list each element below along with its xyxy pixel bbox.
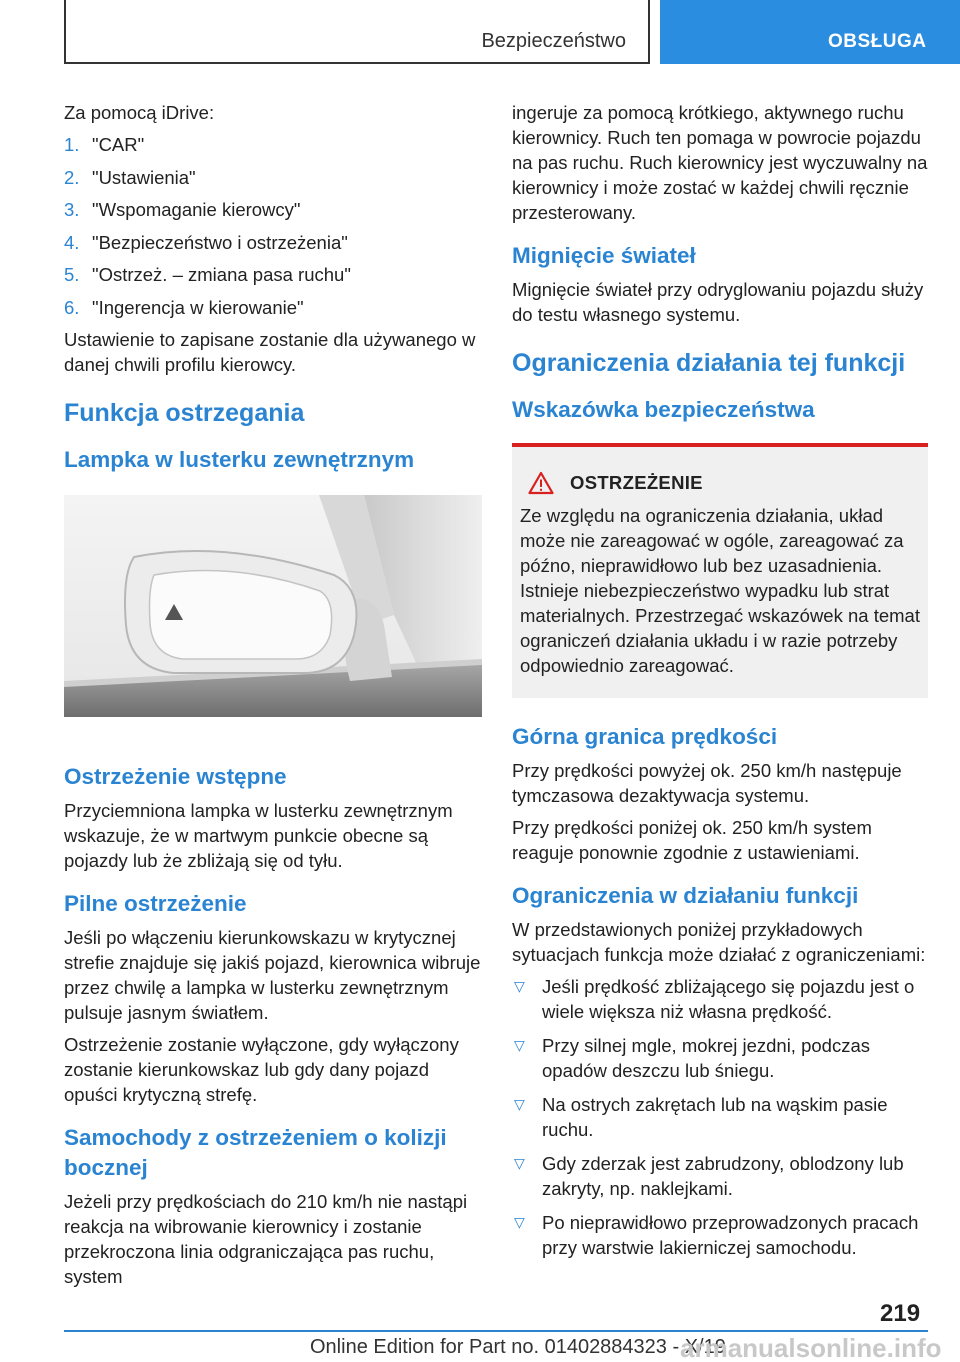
step-text: "Ingerencja w kierowanie" bbox=[92, 296, 304, 318]
step-text: "Bezpieczeństwo i ostrzeżenia" bbox=[92, 231, 348, 253]
heading-pre-warning: Ostrzeżenie wstępne bbox=[64, 764, 287, 789]
list-item bbox=[512, 1151, 928, 1201]
heading-urgent-warning: Pilne ostrzeżenie bbox=[64, 891, 247, 916]
step-number: 5. bbox=[64, 264, 80, 285]
chapter-badge bbox=[660, 0, 960, 64]
triangle-bullet-icon: ▽ bbox=[514, 1037, 525, 1053]
right-column bbox=[512, 100, 928, 1269]
footer-divider bbox=[64, 1330, 928, 1332]
step-item bbox=[64, 230, 482, 255]
light-flash-text: Mignięcie świateł przy odryglowaniu pojazdu służy do testu własnego systemu. bbox=[512, 279, 924, 325]
step-item bbox=[64, 132, 482, 157]
step-number: 6. bbox=[64, 296, 80, 318]
heading-mirror-lamp: Lampka w lusterku zewnętrznym bbox=[64, 447, 415, 472]
triangle-bullet-icon: ▽ bbox=[514, 1155, 525, 1171]
heading-function-limits: Ograniczenia działania tej funkcji bbox=[512, 349, 906, 377]
urgent-warning-text-2: Ostrzeżenie zostanie wyłączone, gdy wyłączony zostanie kierunkowskaz lub gdy dany pojazd opuści krytyczną strefę. bbox=[64, 1034, 459, 1105]
warning-box bbox=[512, 443, 928, 698]
list-item bbox=[512, 974, 928, 1024]
limitation-list bbox=[512, 974, 928, 1260]
heading-side-collision: Samochody z ostrzeżeniem o kolizji bocznej bbox=[64, 1125, 447, 1180]
step-text: "Ustawienia" bbox=[92, 166, 196, 188]
list-item-text: Na ostrych zakrętach lub na wąskim pasie ruchu. bbox=[542, 1094, 888, 1140]
step-number: 2. bbox=[64, 166, 80, 188]
step-text: "CAR" bbox=[92, 134, 145, 155]
section-title: Bezpieczeństwo bbox=[481, 30, 626, 52]
speed-limit-text-1: Przy prędkości powyżej ok. 250 km/h następuje tymczasowa dezaktywacja systemu. bbox=[512, 760, 902, 806]
triangle-bullet-icon: ▽ bbox=[514, 978, 525, 994]
step-text: "Ostrzeż. – zmiana pasa ruchu" bbox=[92, 264, 351, 285]
watermark-text: armanualsonline.info bbox=[680, 1333, 942, 1362]
triangle-bullet-icon: ▽ bbox=[514, 1214, 525, 1230]
idrive-steps bbox=[64, 132, 482, 320]
triangle-bullet-icon: ▽ bbox=[514, 1096, 525, 1112]
warning-header bbox=[520, 471, 920, 495]
pre-warning-text: Przyciemniona lampka w lusterku zewnętrznym wskazuje, że w martwym punkcie obecne są pojazdy lub że zbliżają się od tyłu. bbox=[64, 800, 453, 871]
warning-text: Ze względu na ograniczenia działania, układ może nie zareagować w ogóle, zareagować za późno, nieprawidłowo lub bez uzasadnienia. Istnieje niebezpieczeństwo wypadku lub strat materialnych. Przestrzegać wskazówek na temat ograniczeń działania układu i w razie potrzeby odpowiednio zareagować. bbox=[520, 505, 920, 676]
list-item bbox=[512, 1033, 928, 1083]
saved-note: Ustawienie to zapisane zostanie dla używanego w danej chwili profilu kierowcy. bbox=[64, 329, 476, 375]
section-tab bbox=[64, 0, 650, 64]
urgent-warning-text-1: Jeśli po włączeniu kierunkowskazu w krytycznej strefie znajduje się jakiś pojazd, kierownica wibruje przez chwilę a lampka w lusterku zewnętrznym pulsuje jasnym światłem. bbox=[64, 927, 481, 1023]
idrive-intro: Za pomocą iDrive: bbox=[64, 102, 215, 123]
warning-title: OSTRZEŻENIE bbox=[570, 472, 703, 493]
side-collision-continued: ingeruje za pomocą krótkiego, aktywnego ruchu kierownicy. Ruch ten pomaga w powrocie pojazdu na pas ruchu. Ruch kierownicy jest wyczuwalny na kierownicy i może zostać w każdej chwili ręcznie przesterowany. bbox=[512, 102, 928, 223]
page-header bbox=[0, 0, 960, 66]
step-item bbox=[64, 197, 482, 222]
speed-limit-text-2: Przy prędkości poniżej ok. 250 km/h system reaguje ponownie zgodnie z ustawieniami. bbox=[512, 817, 872, 863]
step-item bbox=[64, 295, 482, 320]
side-collision-text: Jeżeli przy prędkościach do 210 km/h nie nastąpi reakcja na wibrowanie kierownicy i zostanie przekroczona linia odgraniczająca pas ruchu, system bbox=[64, 1191, 468, 1287]
step-text: "Wspomaganie kierowcy" bbox=[92, 199, 301, 220]
warning-triangle-icon bbox=[528, 471, 554, 495]
step-number: 3. bbox=[64, 199, 80, 220]
list-item-text: Po nieprawidłowo przeprowadzonych pracach przy warstwie lakierniczej samochodu. bbox=[542, 1212, 919, 1258]
list-item bbox=[512, 1092, 928, 1142]
page-number: 219 bbox=[880, 1300, 921, 1327]
list-item-text: Przy silnej mgle, mokrej jezdni, podczas opadów deszczu lub śniegu. bbox=[542, 1035, 870, 1081]
step-item bbox=[64, 165, 482, 190]
list-item-text: Jeśli prędkość zbliżającego się pojazdu jest o wiele większa niż własna prędkość. bbox=[542, 976, 915, 1022]
chapter-title: OBSŁUGA bbox=[828, 31, 927, 52]
heading-speed-limit: Górna granica prędkości bbox=[512, 724, 778, 749]
list-item bbox=[512, 1210, 928, 1260]
heading-light-flash: Mignięcie świateł bbox=[512, 243, 696, 268]
edition-text: Online Edition for Part no. 01402884323 - X/19 bbox=[310, 1336, 726, 1358]
step-number: 4. bbox=[64, 231, 80, 253]
mirror-illustration bbox=[64, 495, 482, 717]
operation-limits-intro: W przedstawionych poniżej przykładowych sytuacjach funkcja może działać z ograniczeniami: bbox=[512, 919, 926, 965]
heading-safety-note: Wskazówka bezpieczeństwa bbox=[512, 397, 815, 422]
step-number: 1. bbox=[64, 134, 80, 155]
heading-operation-limits: Ograniczenia w działaniu funkcji bbox=[512, 883, 859, 908]
left-column bbox=[64, 100, 482, 1296]
step-item bbox=[64, 262, 482, 287]
heading-warning-function: Funkcja ostrzegania bbox=[64, 399, 305, 427]
list-item-text: Gdy zderzak jest zabrudzony, oblodzony lub zakryty, np. naklejkami. bbox=[542, 1153, 904, 1199]
